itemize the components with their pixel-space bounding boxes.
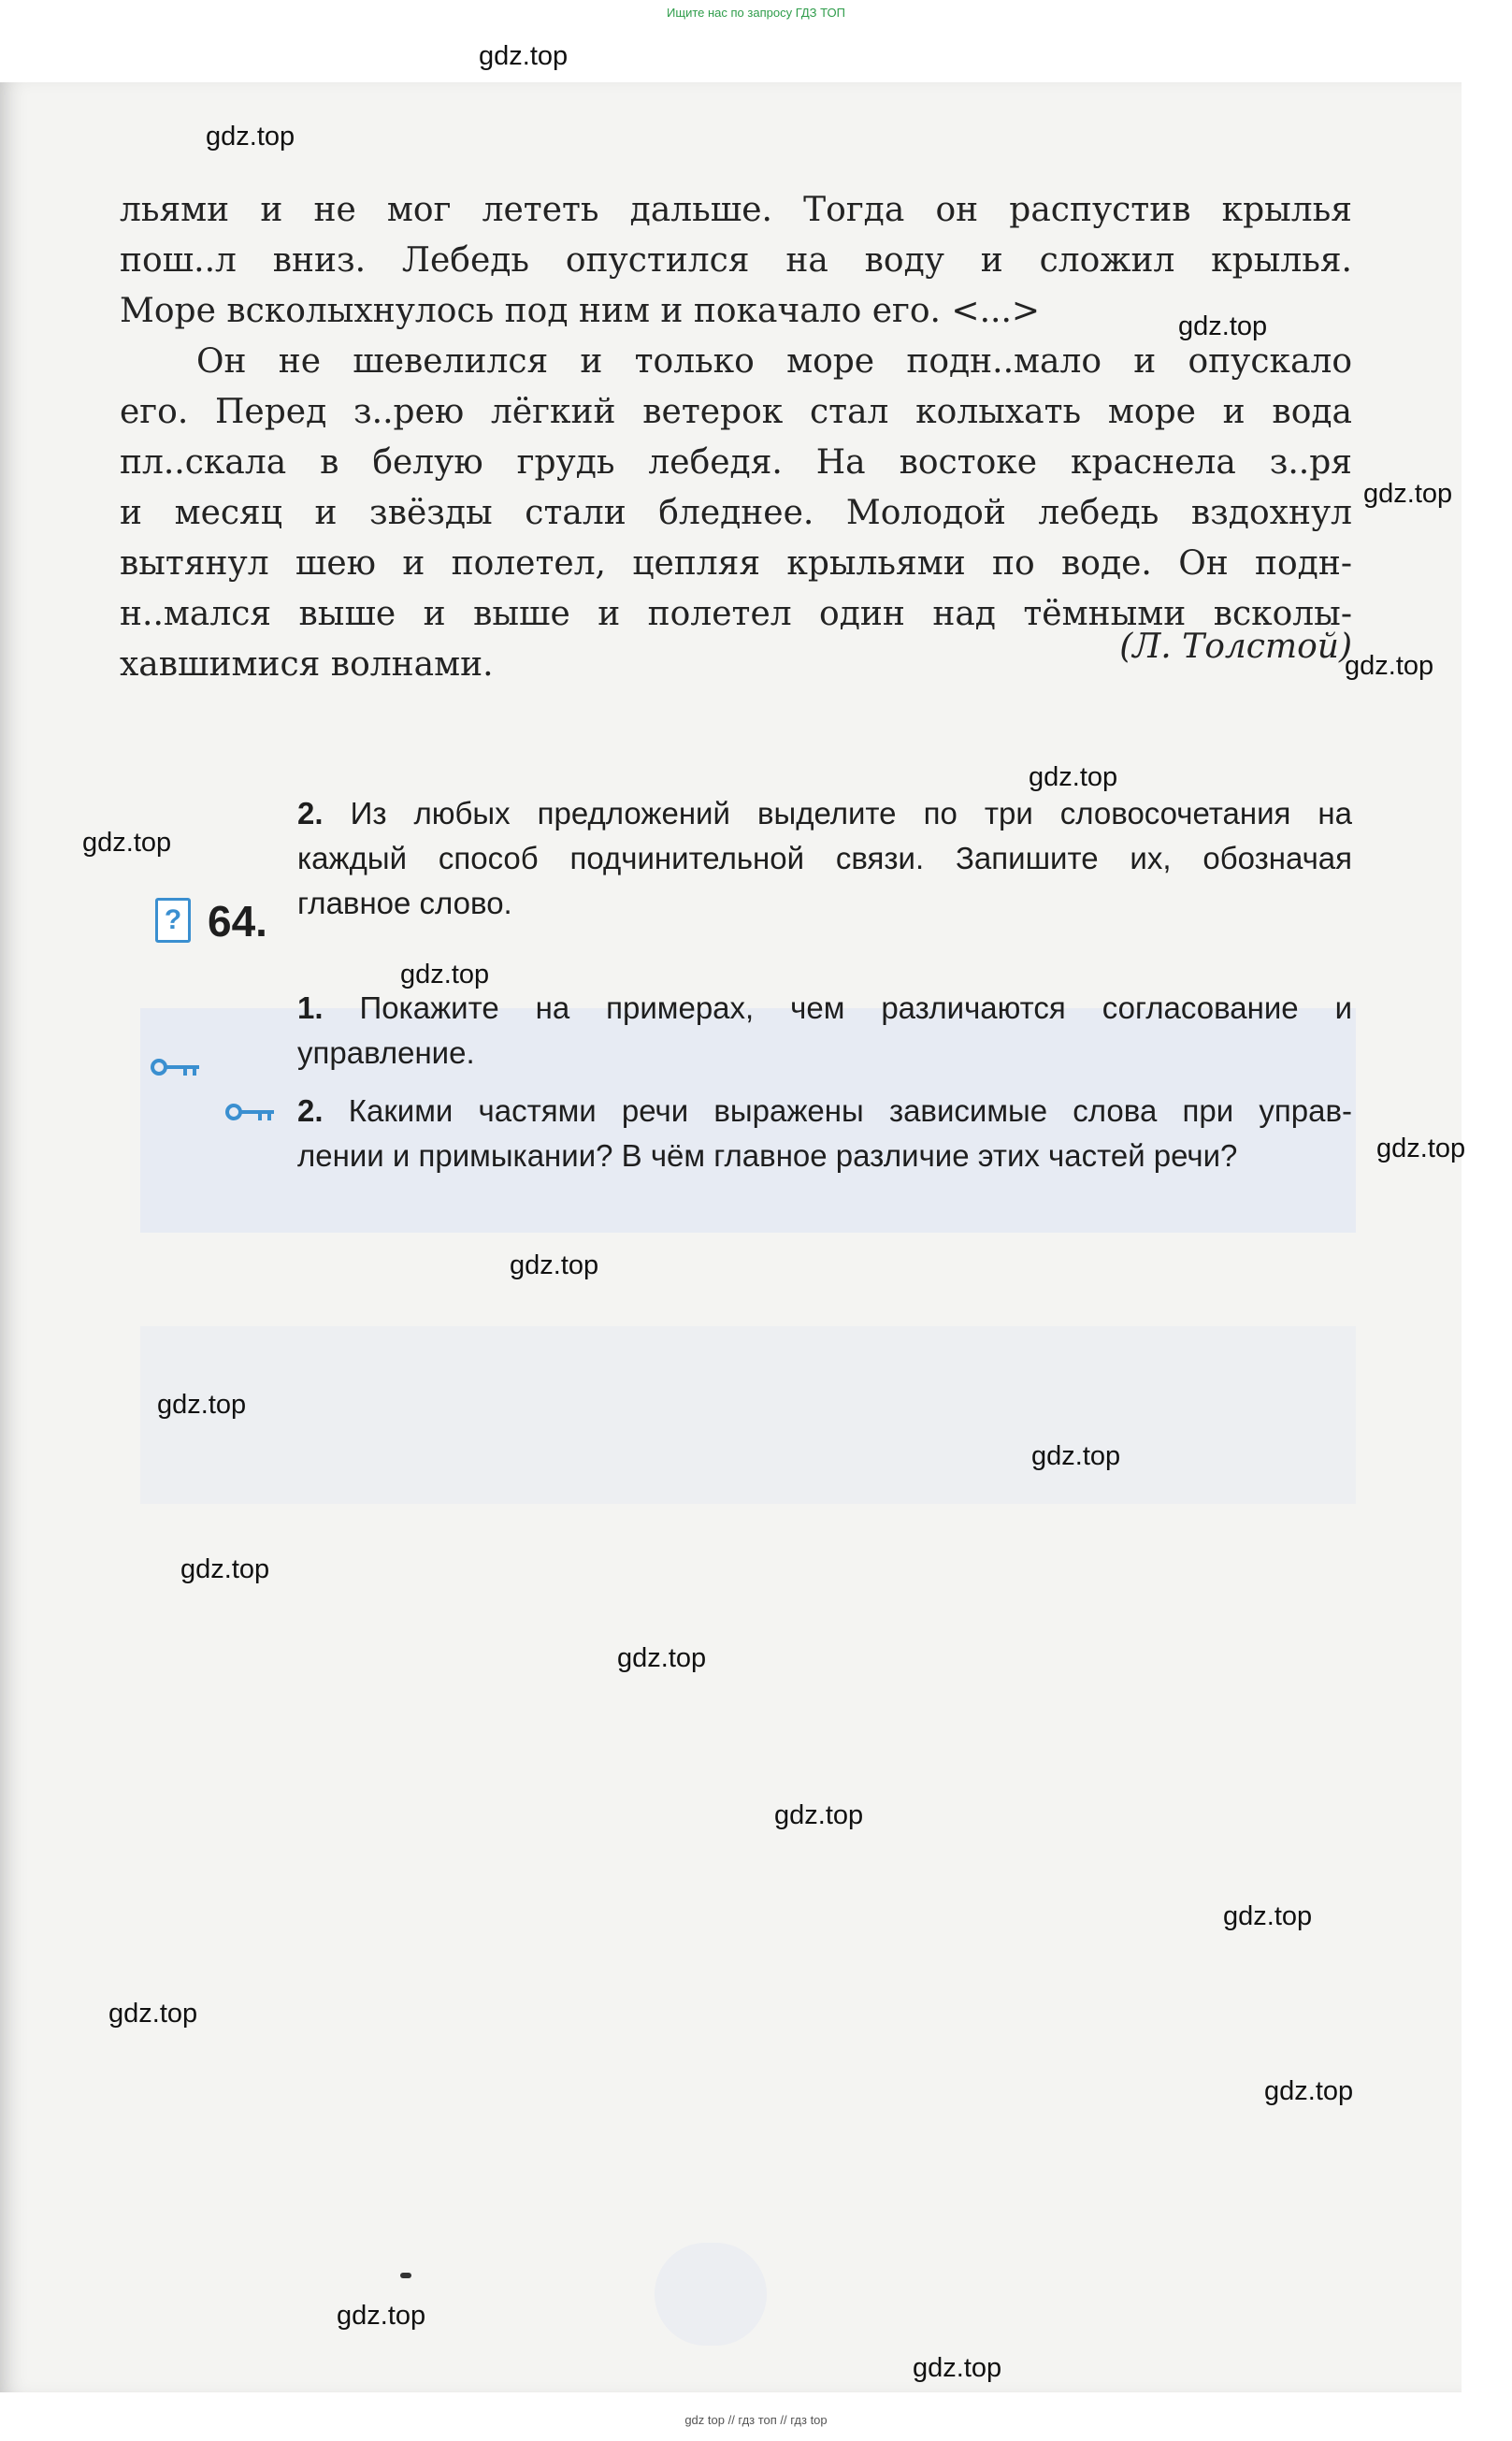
watermark[interactable]: gdz.top [108,1999,198,2029]
passage-line: пл..скала в белую грудь лебедя. На востоке краснела з..ря [120,443,1352,482]
item-text: лении и примыкании? В чём главное различие этих частей речи? [297,1138,1238,1173]
exercise-64-item-2 [297,1089,1352,1178]
task-text: Из любых предложений выделите по три словосочетания на [350,796,1353,831]
watermark[interactable]: gdz.top [1178,311,1268,341]
top-banner[interactable]: Ищите нас по запросу ГДЗ ТОП [667,6,845,20]
bleed-through-panel [655,2243,767,2346]
task-text: главное слово. [297,886,512,920]
question-mark-icon: ? [155,898,191,943]
watermark[interactable]: gdz.top [479,41,569,71]
watermark[interactable]: gdz.top [1363,479,1453,509]
passage-line: льями и не мог лететь дальше. Тогда он распустив крылья [120,191,1352,229]
bottom-banner[interactable]: gdz top // гдз топ // гдз top [684,2413,828,2427]
watermark[interactable]: gdz.top [337,2301,426,2331]
task-text: каждый способ подчинительной связи. Запишите их, обозначая [297,841,1352,875]
task-2 [297,791,1352,926]
watermark[interactable]: gdz.top [1029,762,1118,792]
watermark[interactable]: gdz.top [157,1390,247,1420]
watermark[interactable]: gdz.top [617,1643,707,1673]
item-text: Покажите на примерах, чем различаются согласование и [359,990,1352,1025]
item-text: управление. [297,1035,475,1070]
key-icon [150,1057,202,1077]
watermark[interactable]: gdz.top [1264,2076,1354,2106]
item-number: 2. [297,1093,324,1128]
watermark[interactable]: gdz.top [510,1250,599,1280]
passage-line: вытянул шею и полетел, цепляя крыльями по воде. Он подн- [120,544,1352,583]
passage-line: Он не шевелился и только море подн..мало и опускало [196,342,1352,381]
passage-author: (Л. Толстой) [1119,628,1352,666]
watermark[interactable]: gdz.top [206,122,295,152]
bleed-through-panel [140,1326,1356,1504]
watermark[interactable]: gdz.top [82,828,172,858]
watermark[interactable]: gdz.top [1376,1134,1466,1163]
passage-line: пош..л вниз. Лебедь опустился на воду и сложил крылья. [120,241,1352,280]
task-number: 2. [297,796,324,831]
passage-line: Море всколыхнулось под ним и покачало его. <...> [120,292,1041,330]
passage-line: н..мался выше и выше и полетел один над тёмными всколы- [120,595,1352,633]
exercise-number: 64. [208,897,267,946]
passage-line: хавшимися волнами. [120,645,494,684]
watermark[interactable]: gdz.top [1223,1901,1313,1931]
watermark[interactable]: gdz.top [180,1554,270,1584]
watermark[interactable]: gdz.top [913,2353,1002,2383]
item-number: 1. [297,990,324,1025]
print-speck [400,2273,411,2278]
passage-line: его. Перед з..рею лёгкий ветерок стал колыхать море и вода [120,393,1352,431]
watermark[interactable]: gdz.top [1031,1441,1121,1471]
watermark[interactable]: gdz.top [400,960,490,989]
key-icon [224,1102,277,1122]
passage-line: и месяц и звёзды стали бледнее. Молодой лебедь вздохнул [120,494,1352,532]
exercise-64-item-1 [297,986,1352,1076]
passage-text [120,185,1352,690]
watermark[interactable]: gdz.top [774,1800,864,1830]
item-text: Какими частями речи выражены зависимые слова при управ- [348,1093,1352,1128]
watermark[interactable]: gdz.top [1345,651,1434,681]
